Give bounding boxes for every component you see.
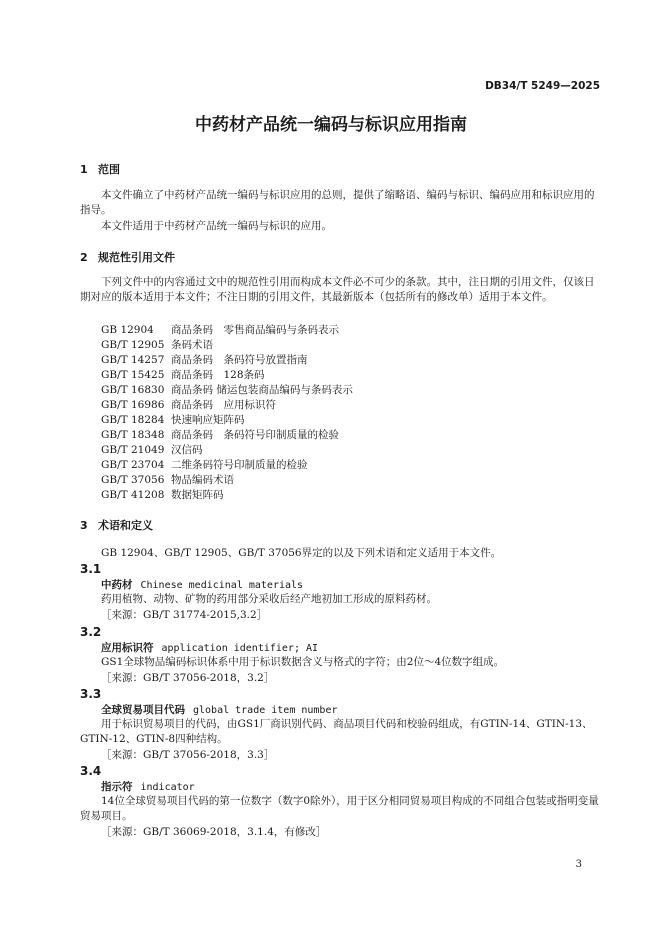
reference-code: GB/T 14257	[101, 354, 165, 366]
term-source: ［来源：GB/T 37056-2018，3.3］	[101, 749, 275, 761]
term-english: global trade item number	[193, 705, 338, 716]
reference-item	[101, 457, 308, 472]
reference-code: GB/T 16986	[101, 399, 165, 411]
reference-item	[101, 397, 276, 412]
term-number: 3.1	[80, 562, 102, 576]
reference-code: GB/T 21049	[101, 444, 165, 456]
reference-title: 商品条码 128条码	[171, 369, 265, 381]
term-entry	[101, 577, 303, 592]
reference-title: 商品条码 条码符号放置指南	[171, 354, 308, 366]
page-title: 中药材产品统一编码与标识应用指南	[195, 115, 467, 135]
term-chinese: 全球贸易项目代码	[101, 704, 185, 716]
term-chinese: 中药材	[101, 579, 133, 591]
reference-title: 二维条码符号印制质量的检验	[171, 459, 308, 471]
reference-title: 快速响应矩阵码	[171, 414, 245, 426]
reference-item	[101, 382, 353, 397]
paragraph: 本文件适用于中药材产品统一编码与标识的应用。	[101, 220, 332, 232]
paragraph: 下列文件中的内容通过文中的规范性引用而构成本文件必不可少的条款。其中，注日期的引用文件，仅该日期对应的版本适用于本文件；不注日期的引用文件，其最新版本（包括所有的修改单）适用于本文件。	[80, 276, 595, 303]
term-definition: 用于标识贸易项目的代码，由GS1厂商识别代码、商品项目代码和校验码组成，有GTIN-14、GTIN-13、GTIN-12、GTIN-8四种结构。	[80, 718, 593, 745]
term-entry	[101, 779, 195, 794]
reference-title: 数据矩阵码	[171, 489, 224, 501]
reference-code: GB/T 23704	[101, 459, 165, 471]
term-source: ［来源：GB/T 37056-2018，3.2］	[101, 672, 275, 684]
section-title: 范围	[98, 163, 120, 176]
term-definition: GS1全球物品编码标识体系中用于标识数据含义与格式的字符；由2位～4位数字组成。	[101, 656, 505, 668]
reference-item	[101, 472, 234, 487]
reference-code: GB/T 18348	[101, 429, 165, 441]
reference-title: 商品条码 零售商品编码与条码表示	[171, 324, 339, 336]
term-chinese: 应用标识符	[101, 642, 154, 654]
reference-item	[101, 367, 265, 382]
document-code: DB34/T 5249—2025	[485, 80, 600, 92]
term-entry	[101, 702, 338, 717]
reference-title: 商品条码 储运包装商品编码与条码表示	[171, 384, 353, 396]
reference-code: GB/T 15425	[101, 369, 165, 381]
page-number: 3	[575, 859, 582, 870]
reference-code: GB/T 18284	[101, 414, 165, 426]
term-source: ［来源：GB/T 31774-2015,3.2］	[101, 609, 268, 621]
reference-item	[101, 337, 213, 352]
section-title: 规范性引用文件	[98, 251, 175, 264]
reference-title: 条码术语	[171, 339, 213, 351]
reference-item	[101, 322, 339, 337]
reference-title: 商品条码 条码符号印制质量的检验	[171, 429, 339, 441]
reference-title: 汉信码	[171, 444, 203, 456]
reference-code: GB/T 12905	[101, 339, 165, 351]
reference-item	[101, 442, 203, 457]
reference-code: GB 12904	[101, 324, 154, 336]
reference-item	[101, 487, 224, 502]
term-chinese: 指示符	[101, 781, 133, 793]
section-heading-terms-definitions	[80, 517, 153, 533]
term-number: 3.4	[80, 764, 102, 778]
term-number: 3.2	[80, 625, 102, 639]
term-definition: 药用植物、动物、矿物的药用部分采收后经产地初加工形成的原料药材。	[101, 593, 437, 605]
section-number: 3	[80, 519, 88, 532]
paragraph: 本文件确立了中药材产品统一编码与标识应用的总则，提供了缩略语、编码与标识、编码应用和标识应用的指导。	[80, 189, 595, 216]
section-number: 2	[80, 251, 88, 264]
reference-title: 商品条码 应用标识符	[171, 399, 276, 411]
section-number: 1	[80, 163, 88, 176]
reference-code: GB/T 41208	[101, 489, 165, 501]
term-entry	[101, 640, 318, 655]
paragraph: GB 12904、GB/T 12905、GB/T 37056界定的以及下列术语和定义适用于本文件。	[101, 547, 502, 559]
section-heading-scope	[80, 161, 120, 177]
term-english: indicator	[140, 782, 195, 793]
reference-code: GB/T 16830	[101, 384, 165, 396]
term-number: 3.3	[80, 687, 102, 701]
term-english: application identifier; AI	[161, 643, 319, 654]
section-heading-normative-references	[80, 249, 175, 265]
term-english: Chinese medicinal materials	[140, 580, 304, 591]
reference-title: 物品编码术语	[171, 474, 234, 486]
section-title: 术语和定义	[98, 519, 153, 532]
term-definition: 14位全球贸易项目代码的第一位数字（数字0除外），用于区分相同贸易项目构成的不同组合包装或指明变量贸易项目。	[80, 795, 599, 822]
reference-item	[101, 412, 245, 427]
reference-item	[101, 352, 308, 367]
reference-item	[101, 427, 339, 442]
reference-code: GB/T 37056	[101, 474, 165, 486]
term-source: ［来源：GB/T 36069-2018，3.1.4，有修改］	[101, 826, 327, 838]
